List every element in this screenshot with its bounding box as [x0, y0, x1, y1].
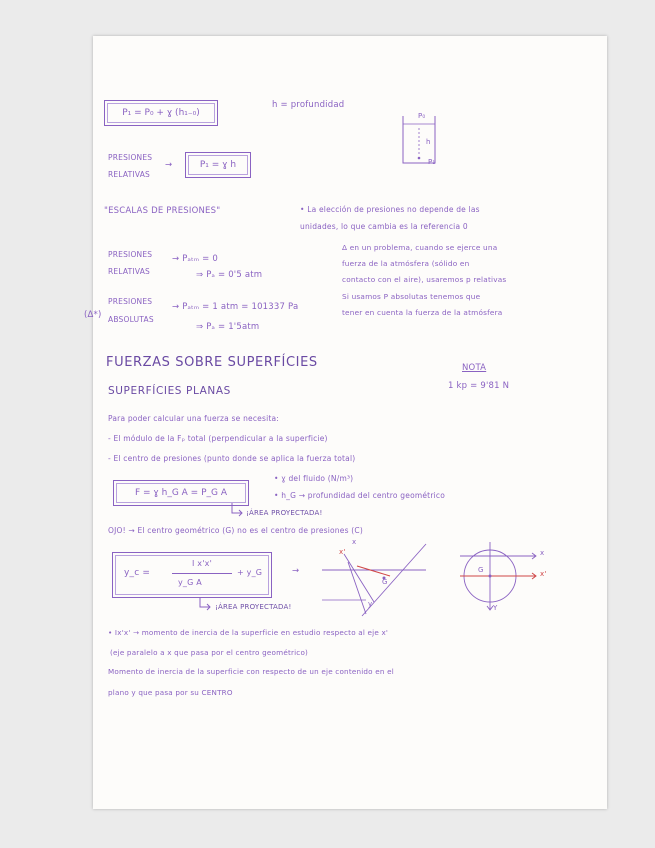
yc-numerator: I x'x': [192, 559, 212, 568]
bullet-2: - El centro de presiones (punto donde se aplica la fuerza total): [108, 454, 356, 463]
note-block-4: Si usamos P absolutas tenemos que: [342, 292, 481, 301]
yc-fraction-bar: [172, 573, 232, 574]
tank-label-p1: P₁: [428, 158, 436, 166]
note-block-5: tener en cuenta la fuerza de la atmósfera: [342, 308, 503, 317]
sub-title: SUPERFÍCIES PLANAS: [108, 385, 231, 397]
formula-p1: P₁ = P₀ + ɣ (h₁₋₀): [122, 108, 200, 118]
fig2-x-label: x: [352, 538, 357, 546]
abs-label-2: ABSOLUTAS: [108, 315, 154, 324]
h-definition: h = profundidad: [272, 100, 345, 110]
yc-lhs: y_c =: [124, 568, 151, 578]
bullet-1: - El módulo de la Fₚ total (perpendicular a la superficie): [108, 434, 328, 443]
tank-label-p0: P₀: [418, 112, 426, 120]
area-note-1: ¡ÁREA PROYECTADA!: [246, 509, 323, 517]
formula-relativas-box: [185, 152, 251, 178]
mom-line-2: plano y que pasa por su CENTRO: [108, 688, 233, 697]
abs-pa: ⇒ Pₐ = 1'5atm: [196, 322, 260, 332]
fig3-y-label: Y: [493, 604, 498, 612]
def-hg: • h_G → profundidad del centro geométrico: [274, 491, 446, 500]
fig3-x-label: x: [540, 549, 545, 557]
abs-patm: → Pₐₜₘ = 1 atm = 101337 Pa: [172, 302, 299, 312]
rel2-label-2: RELATIVAS: [108, 267, 150, 276]
fig3-xp-label: x': [540, 570, 547, 578]
intro-line: Para poder calcular una fuerza se necesita:: [108, 414, 280, 423]
yc-denominator: y_G A: [178, 578, 202, 587]
fig3-g-label: G: [478, 566, 484, 574]
mom-line-1: Momento de inercia de la superficie con respecto de un eje contenido en el: [108, 667, 394, 676]
area-note-2: ¡ÁREA PROYECTADA!: [215, 603, 292, 611]
nota-title: NOTA: [462, 363, 487, 373]
nota-value: 1 kp = 9'81 N: [448, 381, 510, 391]
abs-marker: (Δ*): [84, 310, 102, 320]
formula-f-box: [113, 480, 249, 506]
fig2-y-label: y: [368, 600, 373, 608]
formula-p1-box: [104, 100, 218, 126]
abs-label-1: PRESIONES: [108, 297, 153, 306]
relativas-label-1: PRESIONES: [108, 153, 153, 162]
escalas-title: "ESCALAS DE PRESIONES": [104, 206, 221, 216]
fig2-g-label: G: [382, 578, 388, 586]
formula-relativas: P₁ = ɣ h: [199, 160, 237, 170]
ixx-line-1: • Ix'x' → momento de inercia de la superficie en estudio respecto al eje x': [108, 628, 389, 637]
rel2-pa: ⇒ Pₐ = 0'5 atm: [196, 270, 263, 280]
ojo-line: OJO! → El centro geométrico (G) no es el centro de presiones (C): [108, 526, 363, 535]
relativas-label-2: RELATIVAS: [108, 170, 150, 179]
note-block-2: fuerza de la atmósfera (sólido en: [342, 259, 470, 268]
tank-label-h: h: [426, 138, 431, 146]
formula-f: F = ɣ h_G A = P_G A: [134, 488, 228, 498]
rel2-patm: → Pₐₜₘ = 0: [172, 254, 219, 264]
yc-arrow: →: [292, 566, 300, 576]
relativas-arrow: →: [165, 160, 173, 170]
fig2-xp-label: x': [339, 548, 346, 556]
note-block-1: Δ en un problema, cuando se ejerce una: [342, 243, 498, 252]
note-block-3: contacto con el aire), usaremos p relativas: [342, 275, 507, 284]
escalas-note-1: • La elección de presiones no depende de las: [300, 205, 480, 214]
circle-plate-figure: [456, 538, 546, 618]
yc-plus: + y_G: [237, 568, 263, 577]
def-gamma: • ɣ del fluido (N/m³): [274, 474, 354, 483]
ixx-line-2: (eje paralelo a x que pasa por el centro geométrico): [110, 648, 309, 657]
main-title: FUERZAS SOBRE SUPERFÍCIES: [106, 355, 318, 370]
rel2-label-1: PRESIONES: [108, 250, 153, 259]
escalas-note-2: unidades, lo que cambia es la referencia 0: [300, 222, 468, 231]
